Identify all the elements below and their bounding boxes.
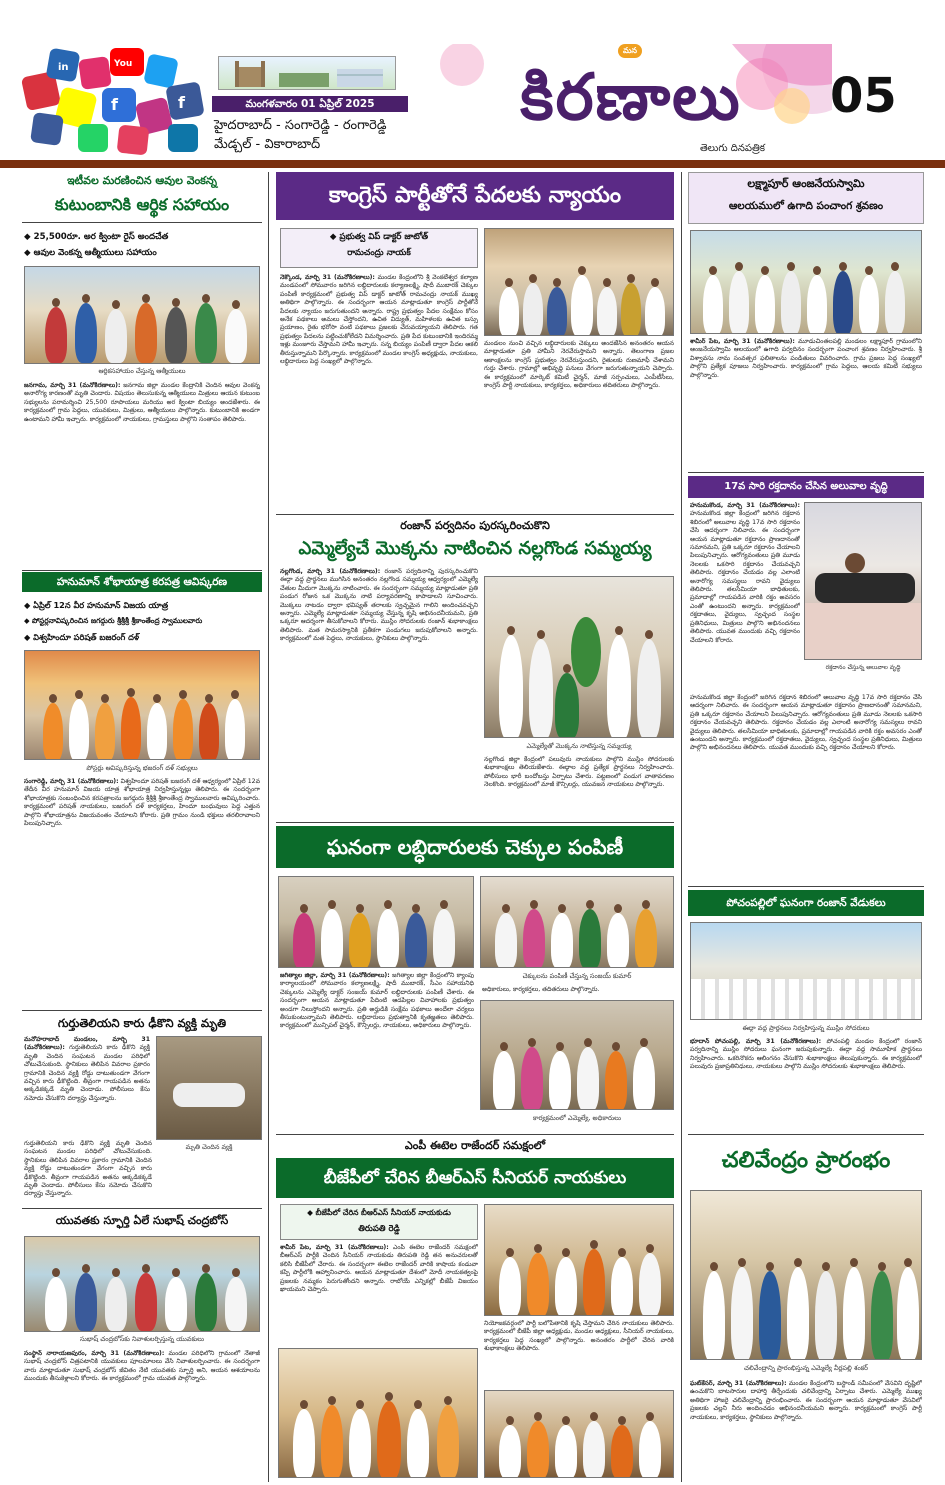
article-header-box [688,172,924,224]
news-photo [484,228,674,336]
article-accident [22,1014,262,1208]
article-body: శామీర్ పేట, మార్చి 31 (మనోకిరణాలు): ఎంపీ ఈటెల రాజేందర్ సమక్షంలో బీఆర్ఎస్ పార్టీకి చెందిన సీనియర్ నాయకుడు తిరుపతి రెడ్డి తన అనుచరులతో కలిసి బీజేపీలో చేరారు. ఈ సందర్భంగా ఈటెల రాజేందర్ వారికి కాషాయ కండువా కప్పి పార్టీలోకి ఆహ్వానించారు. ఆయన మాట్లాడుతూ దేశంలో మోదీ నాయకత్వంపై ప్రజలకు నమ్మకం పెరుగుతోందని అన్నారు. రాబోయే ఎన్నికల్లో బీజేపీ విజయం ఖాయమని చెప్పారు. [280,1244,478,1294]
masthead-ribbon [0,160,945,168]
dateline: సంస్థాన్ నారాయణపురం, మార్చి 31 (మనోకిరణాలు): [24,1350,165,1357]
article-congress-justice [276,172,674,512]
article-kicker: రంజాన్ పర్వదినం పురస్కరించుకొని [400,519,550,532]
photo-caption: చెక్కులను పంపిణీ చేస్తున్న సంజయ్ కుమార్ [522,972,632,980]
divider [22,1010,262,1011]
article-headline: కాంగ్రెస్ పార్టీతోనే పేదలకు న్యాయం [276,172,674,220]
article-family-aid [22,172,262,570]
article-pochampally-ramzan [688,888,924,1132]
article-body: భూదాన్ పోచంపల్లి, మార్చి 31 (మనోకిరణాలు): పోచంపల్లి మండల కేంద్రంలో రంజాన్ పర్వదినాన్ని ముస్లిం సోదరులు ఘనంగా జరుపుకున్నారు. ఈద్గా వద్ద సామూహిక ప్రార్థనలు నిర్వహించారు. ఒకరినొకరు ఆలింగనం చేసుకొని శుభాకాంక్షలు తెలుపుకున్నారు. ఈ కార్యక్రమంలో పలువురు ప్రజాప్రతినిధులు, నాయకులు పాల్గొని ముస్లిం సోదరులకు శుభాకాంక్షలు తెలిపారు. [690,1038,922,1071]
dateline: శామీర్ పేట, మార్చి 31 (మనోకిరణాలు): [280,1244,389,1251]
byline-line2: రామచంద్రు నాయక్ [347,248,411,258]
photo-caption: సుభాష్ చంద్రబోస్‌కు నివాళులర్పిస్తున్న యువకులు [80,1335,204,1343]
photo-caption: పోస్టర్లు ఆవిష్కరిస్తున్న భజరంగ్ దళ్ సభ్యులు [86,764,198,772]
article-bjp-joining [276,1136,674,1482]
article-headline: ఆలయములో ఉగాది పంచాంగ శ్రవణం [728,200,884,212]
byline-line2: తిరుపతి రెడ్డి [358,1224,400,1234]
byline-line1: ◆ బీజేపీలో చేరిన బీఆర్ఎస్ సీనియర్ నాయకుడు [307,1208,451,1217]
divider [688,472,924,473]
news-photo [484,576,674,738]
svg-text:f: f [178,93,185,112]
dateline: జగిత్యాల జిల్లా, మార్చి 31 (మనోకిరణాలు): [280,972,390,979]
article-headline: చలివేంద్రం ప్రారంభం [721,1148,891,1173]
divider [276,822,674,823]
article-body-right: నియోజకవర్గంలో పార్టీ బలోపేతానికి కృషి చేస్తామని చేరిన నాయకులు తెలిపారు. కార్యక్రమంలో బీజేపీ జిల్లా అధ్యక్షుడు, మండల అధ్యక్షులు, సీనియర్ నాయకులు, కార్యకర్తలు పెద్ద సంఖ్యలో పాల్గొన్నారు. అనంతరం పార్టీలో చేరిన వారికి శుభాకాంక్షలు తెలిపారు. [484,1320,674,1353]
svg-text:You: You [114,59,133,69]
news-photo [278,1348,478,1478]
svg-text:in: in [58,62,69,73]
issue-date: మంగళవారం 01 ఏప్రిల్ 2025 [245,98,375,110]
photo-caption: ఎమ్మెల్యేతో మొక్కను నాటిస్తున్న సమ్మయ్య [526,742,632,750]
byline-box [280,228,478,268]
news-photo [484,1390,674,1478]
divider [276,1134,674,1135]
bullet-item: ◆ ఏప్రిల్ 12న వీర హనుమాన్ విజయ యాత్ర [24,600,169,610]
dateline: నల్లగొండ, మార్చి 31 (మనోకిరణాలు): [280,568,381,575]
divider [276,514,674,515]
dateline: జనగామ, మార్చి 31 (మనోకిరణాలు): [24,382,121,389]
article-body: సంస్థాన్ నారాయణపురం, మార్చి 31 (మనోకిరణాలు): మండల పరిధిలోని గ్రామంలో నేతాజీ సుభాష్ చంద్రబోస్ చిత్రపటానికి యువకులు పూలమాలలు వేసి నివాళులర్పించారు. ఈ సందర్భంగా వారు మాట్లాడుతూ సుభాష్ చంద్రబోస్ జీవితం నేటి యువతకు స్ఫూర్తి అని, ఆయన ఆశయాలను ముందుకు తీసుకెళ్లాలని కోరారు. ఈ కార్యక్రమంలో గ్రామ యువత పాల్గొన్నారు. [24,1350,260,1383]
news-photo [804,502,922,660]
masthead-skyline-graphic [218,56,396,90]
news-photo [690,1190,922,1360]
dateline: హనుమకొండ, మార్చి 31 (మనోకిరణాలు): [690,502,800,509]
article-headline: ఎమ్మెల్యేచే మొక్కను నాటించిన నల్లగొండ సమ్మయ్య [298,538,652,559]
divider [688,1134,924,1135]
byline-line1: ◆ ప్రభుత్వ విప్ డాక్టర్ జాటోత్ [329,232,429,242]
bullet-item: ◆ ఆవుల వెంకన్న ఆత్మీయులు సహాయం [24,248,157,258]
article-body: జగిత్యాల జిల్లా, మార్చి 31 (మనోకిరణాలు): జగిత్యాల జిల్లా కేంద్రంలోని క్యాంపు కార్యాలయంలో సోమవారం కల్యాణలక్ష్మి, షాదీ ముబారక్, సీఎం సహాయనిధి చెక్కులను ఎమ్మెల్యే డాక్టర్ సంజయ్ కుమార్ లబ్ధిదారులకు పంపిణీ చేశారు. ఈ సందర్భంగా ఆయన మాట్లాడుతూ పేదింటి ఆడపిల్లల వివాహాలకు ప్రభుత్వం అండగా నిలుస్తోందని అన్నారు. ప్రతి అర్హుడికి సంక్షేమ పథకాలు అందేలా చర్యలు తీసుకుంటున్నామని తెలిపారు. లబ్ధిదారులు ప్రభుత్వానికి కృతజ్ఞతలు తెలిపారు. కార్యక్రమంలో మున్సిపల్ చైర్మన్, కౌన్సిలర్లు, నాయకులు, అధికారులు పాల్గొన్నారు. [280,972,474,1030]
edition-cities-line1: హైదరాబాద్ - సంగారెడ్డి - రంగారెడ్డి [214,118,387,133]
article-headline: 17వ సారి రక్తదానం చేసిన అలువాల వృద్ధి [688,476,924,498]
dateline: ఘట్‌కేసర్, మార్చి 31 (మనోకిరణాలు): [690,1380,787,1387]
edition-cities-line2: మేడ్చల్ - వికారాబాద్ [214,137,321,152]
news-photo [278,876,474,968]
dateline: భూదాన్ పోచంపల్లి, మార్చి 31 (మనోకిరణాలు): [690,1038,822,1045]
news-photo [24,266,260,364]
newspaper-logo: కిరణాలు [520,61,742,135]
masthead [0,0,945,170]
article-body: సంగారెడ్డి, మార్చి 31 (మనోకిరణాలు): విశ్వహిందూ పరిషత్ బజరంగ్ దళ్ ఆధ్వర్యంలో ఏప్రిల్ 12వ తేదీన వీర హనుమాన్ విజయ యాత్ర శోభాయాత్ర నిర్వహిస్తున్నట్లు తెలిపారు. ఈ సందర్భంగా శోభాయాత్రకు సంబంధించిన కరపత్రాలను జగద్గురు శ్రీశ్రీశ్రీ శ్రీకాంతేంద్ర స్వాములవారు ఆవిష్కరించారు. కార్యక్రమంలో పరిషత్ నాయకులు, బజరంగ్ దళ్ కార్యకర్తలు, హిందూ బంధువులు పెద్ద ఎత్తున పాల్గొని శోభాయాత్రను విజయవంతం చేయాలని కోరారు. ప్రతి గ్రామం నుండి భక్తులు తరలిరావాలని పిలుపునిచ్చారు. [24,778,260,828]
article-body: శామీర్ పేట, మార్చి 31 (మనోకిరణాలు): మూడుచింతలపల్లి మండలం లక్ష్మాపూర్ గ్రామంలోని ఆంజనేయస్వామి ఆలయంలో ఉగాది పర్వదినం సందర్భంగా పంచాంగ శ్రవణం నిర్వహించారు. శ్రీ విశ్వావసు నామ సంవత్సర ఫలితాలను పండితులు వివరించారు. గ్రామ ప్రజలు పెద్ద సంఖ్యలో పాల్గొని ప్రత్యేక పూజలు నిర్వహించారు. కార్యక్రమంలో గ్రామ పెద్దలు, ఆలయ కమిటీ సభ్యులు పాల్గొన్నారు. [690,338,922,379]
svg-text:f: f [111,95,118,114]
news-photo [24,650,260,760]
article-blood-donation [688,474,924,884]
divider [688,886,924,887]
photo-caption: ఈద్గా వద్ద ప్రార్థనలు నిర్వహిస్తున్న ముస్లిం సోదరులు [742,1024,870,1032]
photo-caption: రక్తదానం చేస్తున్న అలువాల వృద్ధి [825,664,901,671]
article-body-right: అధికారులు, కార్యకర్తలు, తదితరులు పాల్గొన్నారు. [482,986,600,993]
photo-caption: మృతి చెందిన వ్యక్తి [185,1143,233,1151]
divider [22,570,262,571]
logo-tag: మన [618,44,642,58]
dateline: సంగారెడ్డి, మార్చి 31 (మనోకిరణాలు): [24,778,119,785]
article-cheque-distribution [276,824,674,1130]
article-body: మనోహరాబాద్ మండలం, మార్చి 31 (మనోకిరణాలు): గుర్తుతెలియని కారు ఢీకొని వ్యక్తి మృతి చెందిన సంఘటన మండల పరిధిలో చోటుచేసుకుంది. స్థానికులు తెలిపిన వివరాల ప్రకారం గ్రామానికి చెందిన వ్యక్తి రోడ్డు దాటుతుండగా వేగంగా వచ్చిన కారు ఢీకొట్టింది. తీవ్రంగా గాయపడిన అతను అక్కడికక్కడే మృతి చెందాడు. పోలీసులు కేసు నమోదు చేసుకొని దర్యాప్తు చేస్తున్నారు. [24,1036,150,1102]
article-headline: గుర్తుతెలియని కారు ఢీకొని వ్యక్తి మృతి [57,1016,227,1030]
article-kicker: ఇటీవల మరణించిన ఆవుల వెంకన్న [67,174,217,187]
photo-caption: కార్యక్రమంలో ఎమ్మెల్యే, అధికారులు [533,1114,621,1122]
news-photo [484,1204,674,1316]
column-rule-left [268,172,269,1482]
article-headline: ఘనంగా లబ్ధిదారులకు చెక్కుల పంపిణీ [276,826,674,868]
article-body-continued: గుర్తుతెలియని కారు ఢీకొని వ్యక్తి మృతి చెందిన సంఘటన మండల పరిధిలో చోటుచేసుకుంది. స్థానికులు తెలిపిన వివరాల ప్రకారం గ్రామానికి చెందిన వ్యక్తి రోడ్డు దాటుతుండగా వేగంగా వచ్చిన కారు ఢీకొట్టింది. తీవ్రంగా గాయపడిన అతను అక్కడికక్కడే మృతి చెందాడు. పోలీసులు కేసు నమోదు చేసుకొని దర్యాప్తు చేస్తున్నారు. [24,1140,152,1198]
news-photo [480,1000,674,1110]
photo-caption: ఆర్థికసహాయం చేస్తున్న ఆత్మీయులు [98,367,186,375]
article-body-continued: హనుమకొండ జిల్లా కేంద్రంలో జరిగిన రక్తదాన శిబిరంలో అలువాల వృద్ధి 17వ సారి రక్తదానం చేసి ఆదర్శంగా నిలిచారు. ఈ సందర్భంగా ఆయన మాట్లాడుతూ రక్తదానం ప్రాణదానంతో సమానమని, ప్రతి ఒక్కరూ రక్తదానం చేయాలని పిలుపునిచ్చారు. ఆరోగ్యవంతులు ప్రతి మూడు నెలలకు ఒకసారి రక్తదానం చేయవచ్చని తెలిపారు. రక్తదానం చేయడం వల్ల ఎలాంటి అనారోగ్య సమస్యలు రావని వైద్యులు తెలిపారు. తలసేమియా బాధితులకు, ప్రమాదాల్లో గాయపడిన వారికి రక్తం అవసరం ఎంతో ఉంటుందని అన్నారు. కార్యక్రమంలో రక్తదాతలు, వైద్యులు, స్వచ్ఛంద సంస్థల ప్రతినిధులు, మిత్రులు పాల్గొని అభినందనలు తెలిపారు. యువత ముందుకు వచ్చి రక్తదానం చేయాలని కోరారు. [690,694,922,752]
article-headline: బీజేపీలో చేరిన బీఆర్ఎస్ సీనియర్ నాయకులు [276,1158,674,1198]
article-body-right: నల్లగొండ జిల్లా కేంద్రంలో పలువురు నాయకులు పాల్గొని ముస్లిం సోదరులకు శుభాకాంక్షలు తెలియజేశారు. ఈద్గాల వద్ద ప్రత్యేక ప్రార్థనలు నిర్వహించారు. పోలీసులు భారీ బందోబస్తు ఏర్పాటు చేశారు. పట్టణంలో పండుగ వాతావరణం నెలకొంది. కార్యక్రమంలో మాజీ కౌన్సిలర్లు, యువజన నాయకులు పాల్గొన్నారు. [484,756,674,789]
article-headline: కుటుంబానికి ఆర్థిక సహాయం [22,194,262,223]
bullet-item: ◆ విశ్వహిందూ పరిషత్ బజరంగ్ దళ్ [24,632,140,642]
article-water-booth [688,1136,924,1482]
photo-caption: చలివేంద్రాన్ని ప్రారంభిస్తున్న ఎమ్మెల్యే వీర్లపల్లి శంకర్ [744,1364,868,1372]
article-body: నెక్కొండ, మార్చి 31 (మనోకిరణాలు): మండల కేంద్రంలోని శ్రీ వెంకటేశ్వర కల్యాణ మండపంలో సోమవారం జరిగిన లబ్ధిదారులకు కల్యాణలక్ష్మి, షాదీ ముబారక్ చెక్కుల పంపిణీ కార్యక్రమంలో ప్రభుత్వ విప్ డాక్టర్ జాటోత్ రామచంద్రు నాయక్ ముఖ్య అతిథిగా పాల్గొన్నారు. ఈ సందర్భంగా ఆయన మాట్లాడుతూ కాంగ్రెస్ పార్టీతోనే పేదలకు న్యాయం జరుగుతుందని అన్నారు. రాష్ట్ర ప్రభుత్వం పేదల సంక్షేమం కోసం అనేక పథకాలు అమలు చేస్తోందని, ఉచిత విద్యుత్, మహిళలకు ఉచిత బస్సు ప్రయాణం, రైతు భరోసా వంటి పథకాలు ప్రజలకు చేరువయ్యాయని తెలిపారు. గత ప్రభుత్వం పేదలను పట్టించుకోలేదని విమర్శించారు. ప్రతి పేద కుటుంబానికి ఇందిరమ్మ ఇళ్లు మంజూరు చేస్తామని హామీ ఇచ్చారు. సన్న బియ్యం పంపిణీ ద్వారా పేదల ఆకలి తీరుస్తున్నామని పేర్కొన్నారు. కార్యక్రమంలో మండల కాంగ్రెస్ అధ్యక్షుడు, నాయకులు, లబ్ధిదారులు పెద్ద సంఖ్యలో పాల్గొన్నారు. [280,274,478,366]
article-ugadi-panchangam [688,172,924,468]
article-headline: హనుమాన్ శోభాయాత్ర కరపత్ర ఆవిష్కరణ [22,572,262,592]
news-photo [690,922,922,1020]
dateline: నెక్కొండ, మార్చి 31 (మనోకిరణాలు): [280,274,375,281]
article-body: ఘట్‌కేసర్, మార్చి 31 (మనోకిరణాలు): మండల కేంద్రంలోని బస్టాండ్ సమీపంలో వేసవిని దృష్టిలో ఉంచుకొని బాటసారుల దాహార్తి తీర్చేందుకు చలివేంద్రాన్ని ఏర్పాటు చేశారు. ఎమ్మెల్యే ముఖ్య అతిథిగా హాజరై చలివేంద్రాన్ని ప్రారంభించారు. ఈ సందర్భంగా ఆయన మాట్లాడుతూ వేసవిలో ప్రజలకు చల్లని నీరు అందించడం అభినందనీయమని అన్నారు. కార్యక్రమంలో కాంగ్రెస్ పార్టీ నాయకులు, కార్యకర్తలు, స్థానికులు పాల్గొన్నారు. [690,1380,922,1421]
article-body: హనుమకొండ, మార్చి 31 (మనోకిరణాలు): హనుమకొండ జిల్లా కేంద్రంలో జరిగిన రక్తదాన శిబిరంలో అలువాల వృద్ధి 17వ సారి రక్తదానం చేసి ఆదర్శంగా నిలిచారు. ఈ సందర్భంగా ఆయన మాట్లాడుతూ రక్తదానం ప్రాణదానంతో సమానమని, ప్రతి ఒక్కరూ రక్తదానం చేయాలని పిలుపునిచ్చారు. ఆరోగ్యవంతులు ప్రతి మూడు నెలలకు ఒకసారి రక్తదానం చేయవచ్చని తెలిపారు. రక్తదానం చేయడం వల్ల ఎలాంటి అనారోగ్య సమస్యలు రావని వైద్యులు తెలిపారు. తలసేమియా బాధితులకు, ప్రమాదాల్లో గాయపడిన వారికి రక్తం అవసరం ఎంతో ఉంటుందని అన్నారు. కార్యక్రమంలో రక్తదాతలు, వైద్యులు, స్వచ్ఛంద సంస్థల ప్రతినిధులు, మిత్రులు పాల్గొని అభినందనలు తెలిపారు. యువత ముందుకు వచ్చి రక్తదానం చేయాలని కోరారు. [690,502,800,644]
divider [22,1208,262,1209]
date-bar [212,96,408,112]
article-body-right: మండలం నుంచి వచ్చిన లబ్ధిదారులకు చెక్కులు అందజేసిన అనంతరం ఆయన మాట్లాడుతూ ప్రతి హామీని నెరవేరుస్తామని అన్నారు. తెలంగాణ ప్రజల ఆకాంక్షలను కాంగ్రెస్ ప్రభుత్వం నెరవేరుస్తుందని, రైతులకు రుణమాఫీ చేశామని గుర్తు చేశారు. గ్రామాల్లో అభివృద్ధి పనులు వేగంగా జరుగుతున్నాయని చెప్పారు. ఈ కార్యక్రమంలో మార్కెట్ కమిటీ చైర్మన్, మాజీ సర్పంచులు, ఎంపీటీసీలు, కాంగ్రెస్ పార్టీ నాయకులు, కార్యకర్తలు, అధికారులు తదితరులు పాల్గొన్నారు. [484,340,674,390]
dateline: మనోహరాబాద్ మండలం, మార్చి 31 (మనోకిరణాలు): [24,1036,150,1052]
article-hanuman-yatra [22,572,262,980]
article-kicker: లక్ష్మాపూర్ ఆంజనేయస్వామి [747,177,865,190]
social-media-icons-graphic [18,44,210,156]
bullet-item: ◆ పోస్టర్లనావిష్కరించిన జగద్గురు శ్రీశ్రీశ్రీ శ్రీకాంతేంద్ర స్వాములవారు [24,616,203,625]
byline-box [280,1204,478,1240]
article-kicker: ఎంపీ ఈటెల రాజేందర్ సమక్షంలో [404,1139,546,1152]
article-body: జనగామ, మార్చి 31 (మనోకిరణాలు): జనగామ జిల్లా మండల కేంద్రానికి చెందిన ఆవుల వెంకన్న అనారోగ్య కారణంతో మృతి చెందారు. విషయం తెలుసుకున్న ఆత్మీయులు మిత్రులు ఆయన కుటుంబ సభ్యులను పరామర్శించి 25,500 రూపాయలు మరియు అర క్వింటా బియ్యం అందజేశారు. ఈ కార్యక్రమంలో గ్రామ పెద్దలు, యువకులు, మిత్రులు, ఆత్మీయులు పాల్గొన్నారు. కుటుంబానికి అండగా ఉంటామని హామీ ఇచ్చారు. కార్యక్రమంలో నాయకులు, గ్రామస్తులు పాల్గొని సంతాపం తెలిపారు. [24,382,260,423]
news-photo [24,1236,260,1332]
bullet-item: ◆ 25,500రూ. అర క్వింటా రైస్ అందచేత [24,232,169,242]
news-photo [690,230,922,334]
news-photo [480,876,674,968]
dateline: శామీర్ పేట, మార్చి 31 (మనోకిరణాలు): [690,338,795,345]
column-rule-right [681,172,682,1482]
article-headline: పోచంపల్లిలో ఘనంగా రంజాన్ వేడుకలు [688,890,924,916]
news-photo [156,1036,262,1140]
article-headline: యువతకు స్ఫూర్తి ఏలే సుభాష్ చంద్రబోస్ [55,1214,229,1227]
page-number: 05 [830,68,897,124]
article-body: నల్లగొండ, మార్చి 31 (మనోకిరణాలు): రంజాన్ పర్వదినాన్ని పురస్కరించుకొని ఈద్గా వద్ద ప్రార్థనలు ముగిసిన అనంతరం నల్లగొండ సమ్మయ్య ఆధ్వర్యంలో ఎమ్మెల్యే చేతుల మీదుగా మొక్కను నాటించారు. ఈ సందర్భంగా సమ్మయ్య మాట్లాడుతూ ప్రతి పండుగ రోజున ఒక మొక్కను నాటి పర్యావరణాన్ని కాపాడాలని సూచించారు. మొక్కలు నాటడం ద్వారా భవిష్యత్ తరాలకు స్వచ్ఛమైన గాలిని అందించవచ్చని అన్నారు. ఎమ్మెల్యే మాట్లాడుతూ సమ్మయ్య చేస్తున్న కృషి అభినందనీయమని, ప్రతి ఒక్కరూ ఆదర్శంగా తీసుకోవాలని కోరారు. ముస్లిం సోదరులకు రంజాన్ శుభాకాంక్షలు తెలిపారు. మత సామరస్యానికి ప్రతీకగా పండుగలు జరుపుకోవాలని అన్నారు. కార్యక్రమంలో మత పెద్దలు, నాయకులు, స్థానికులు పాల్గొన్నారు. [280,568,478,643]
newspaper-subtitle: తెలుగు దినపత్రిక [700,143,766,154]
article-ramzan-plantation [276,516,674,818]
article-youth-inspiration [22,1210,262,1480]
